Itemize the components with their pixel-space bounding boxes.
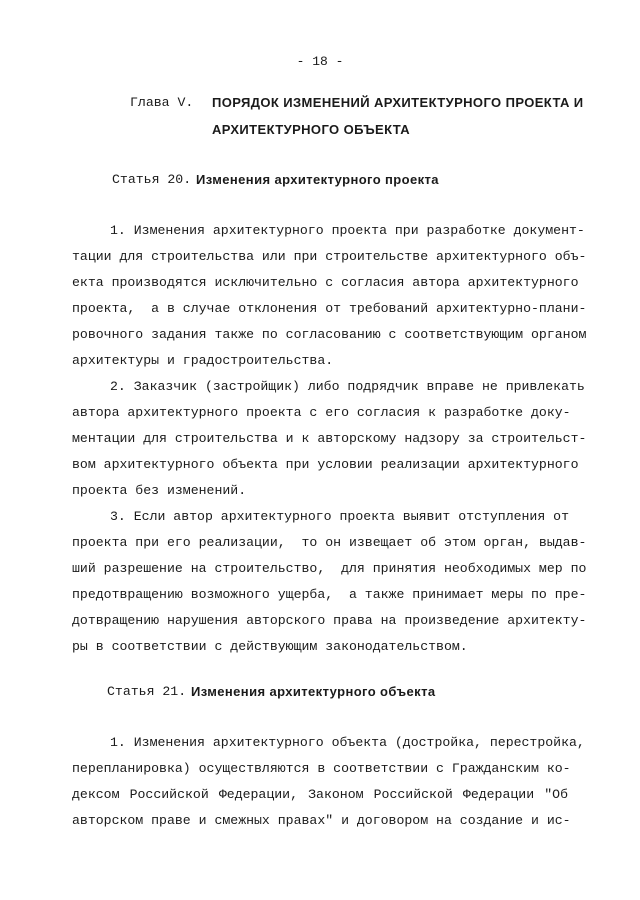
article-21-paragraph-1 xyxy=(72,730,585,834)
paragraph-line: ровочного задания также по согласованию с соответствующим органом xyxy=(72,327,587,342)
paragraph-line: архитектуры и градостроительства. xyxy=(72,353,334,368)
article-20-paragraph-2 xyxy=(72,374,587,504)
paragraph-line: авторском праве и смежных правах" и договором на создание и ис- xyxy=(72,813,571,828)
paragraph-line: автора архитектурного проекта с его согласия к разработке доку- xyxy=(72,405,571,420)
paragraph-line: дотвращению нарушения авторского права на произведение архитекту- xyxy=(72,613,587,628)
paragraph-line: проекта, а в случае отклонения от требований архитектурно-плани- xyxy=(72,301,587,316)
article-20-paragraph-3 xyxy=(72,504,587,660)
paragraph-line: предотвращению возможного ущерба, а также принимает меры по пре- xyxy=(72,587,587,602)
chapter-title-line-1: ПОРЯДОК ИЗМЕНЕНИЙ АРХИТЕКТУРНОГО ПРОЕКТА И xyxy=(212,95,584,110)
paragraph-line: ший разрешение на строительство, для принятия необходимых мер по xyxy=(72,561,587,576)
article-21-title: Изменения архитектурного объекта xyxy=(191,684,436,699)
paragraph-line: перепланировка) осуществляются в соответствии с Гражданским ко- xyxy=(72,761,571,776)
article-20-title: Изменения архитектурного проекта xyxy=(196,172,439,187)
article-20-label: Статья 20. xyxy=(112,172,192,187)
paragraph-line: ры в соответствии с действующим законодательством. xyxy=(72,639,468,654)
paragraph-line: 2. Заказчик (застройщик) либо подрядчик вправе не привлекать xyxy=(110,379,585,394)
article-20-paragraph-1 xyxy=(72,218,587,374)
paragraph-line: тации для строительства или при строительстве архитектурного объ- xyxy=(72,249,587,264)
paragraph-line: вом архитектурного объекта при условии реализации архитектурного xyxy=(72,457,579,472)
article-21-label: Статья 21. xyxy=(107,684,187,699)
paragraph-line: 1. Изменения архитектурного объекта (достройка, перестройка, xyxy=(110,735,585,750)
chapter-title-line-2: АРХИТЕКТУРНОГО ОБЪЕКТА xyxy=(212,122,411,137)
paragraph-line: екта производятся исключительно с согласия автора архитектурного xyxy=(72,275,579,290)
paragraph-line: проекта при его реализации, то он извещает об этом орган, выдав- xyxy=(72,535,587,550)
page-number: - 18 - xyxy=(296,54,344,69)
paragraph-line: ментации для строительства и к авторскому надзору за строительст- xyxy=(72,431,587,446)
paragraph-line: 1. Изменения архитектурного проекта при разработке документ- xyxy=(110,223,585,238)
paragraph-line: дексом Российской Федерации, Законом Российской Федерации "Об xyxy=(72,787,568,802)
paragraph-line: проекта без изменений. xyxy=(72,483,247,498)
chapter-label: Глава V. xyxy=(130,95,194,110)
paragraph-line: 3. Если автор архитектурного проекта выявит отступления от xyxy=(110,509,569,524)
